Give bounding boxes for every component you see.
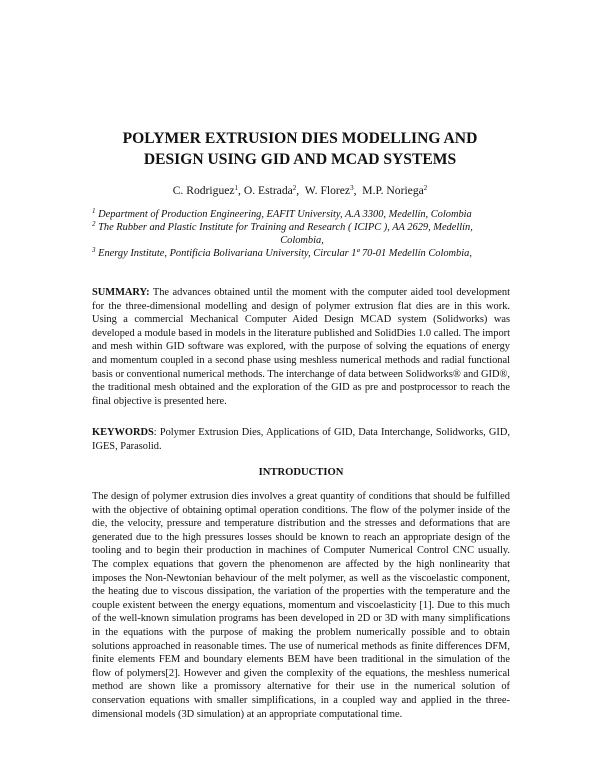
paper-title xyxy=(60,128,540,170)
title-line-2: DESIGN USING GID AND MCAD SYSTEMS xyxy=(143,151,457,168)
affiliation xyxy=(92,221,512,247)
author-affiliation-mark: 2 xyxy=(292,184,297,192)
author-separator: , xyxy=(353,184,363,197)
keywords-section xyxy=(92,426,510,453)
introduction-heading: INTRODUCTION xyxy=(258,467,344,478)
affiliation-list xyxy=(92,208,512,260)
author-name: C. Rodriguez xyxy=(172,184,235,197)
affiliation-continuation: Colombia, xyxy=(280,235,324,246)
author-name: M.P. Noriega xyxy=(362,184,424,197)
affiliation-text: Department of Production Engineering, EAFIT University, A.A 3300, Medellín, Colombia xyxy=(98,209,472,220)
author-name: W. Florez xyxy=(304,184,351,197)
author-affiliation-mark: 2 xyxy=(423,184,428,192)
affiliation-text: The Rubber and Plastic Institute for Training and Research ( ICIPC ), AA 2629, Medellín, xyxy=(98,222,473,233)
author-affiliation-mark: 1 xyxy=(234,184,239,192)
author-separator: , xyxy=(296,184,305,197)
affiliation-mark: 3 xyxy=(92,246,96,254)
author-separator: , xyxy=(238,184,244,197)
title-line-1: POLYMER EXTRUSION DIES MODELLING AND xyxy=(122,130,478,147)
keywords-label: KEYWORDS xyxy=(92,427,154,438)
affiliation-mark: 1 xyxy=(92,207,96,215)
author-affiliation-mark: 3 xyxy=(350,184,354,192)
affiliation-mark: 2 xyxy=(92,220,96,228)
summary-label: SUMMARY: xyxy=(92,287,150,298)
summary-section xyxy=(92,286,510,408)
affiliation xyxy=(92,247,512,260)
introduction-text: The design of polymer extrusion dies involves a great quantity of conditions that should be fulfilled with the objective of obtaining optimal operation conditions. The flow of the polymer inside of the die, the velocity, pressure and temperature distribution and the stresses and deformations that are generated due to the high pressures losses should be known to reach an appropriate design of the tooling and to begin their production in machines of Computer Numerical Control CNC usually. The complex equations that govern the phenomenon are affected by the high nonlinearity that imposes the Non-Newtonian behaviour of the melt polymer, as well as the viscoelastic component, the heating due to viscous dissipation, the variation of the properties with the temperature and the couple existent between the energy equations, momentum and viscoelasticity [1]. Due to this much of the well-known simulation programs has been developed in 2D or 3D with many simplifications in the equations with the purpose of making the problem numerically possible and to obtain solutions approached in reasonable times. The use of numerical methods as finite differences DFM, finite elements FEM and boundary elements BEM have been traditional in the simulation of the flow of polymers[2]. However and given the complexity of the equations, the meshless numerical method are shown like a promissory alternative for their use in the numerical solution of conservation equations with smaller simplifications, in a coupled way and applied in the three-dimensional models (3D simulation) at an appropriate computational time. xyxy=(92,491,510,720)
keywords-text: : Polymer Extrusion Dies, Applications of GID, Data Interchange, Solidworks, GID, IGES, Parasolid. xyxy=(92,427,510,452)
introduction-section xyxy=(92,490,510,721)
affiliation-text: Energy Institute, Pontificia Bolivariana University, Circular 1ª 70-01 Medellín Colombia, xyxy=(98,248,472,259)
summary-text: The advances obtained until the moment with the computer aided tool development for the three-dimensional modelling and design of polymer extrusion flat dies are in this work. Using a commercial Mechanical Computer Aided Design MCAD system (Solidworks) was developed a module based in models in the literature published and SolidDies 1.0 called. The import and mesh within GID software was explored, with the purpose of solving the equations of energy and momentum coupled in a second phase using meshless numerical methods and radial functional basis or conventional numerical methods. The interchange of data between Solidworks® and GID®, the traditional mesh obtained and the exploration of the GID as pre and postprocessor to reach the final objective is presented here. xyxy=(92,287,510,407)
affiliation xyxy=(92,208,512,221)
author-name: O. Estrada xyxy=(243,184,293,197)
author-list xyxy=(60,184,540,198)
